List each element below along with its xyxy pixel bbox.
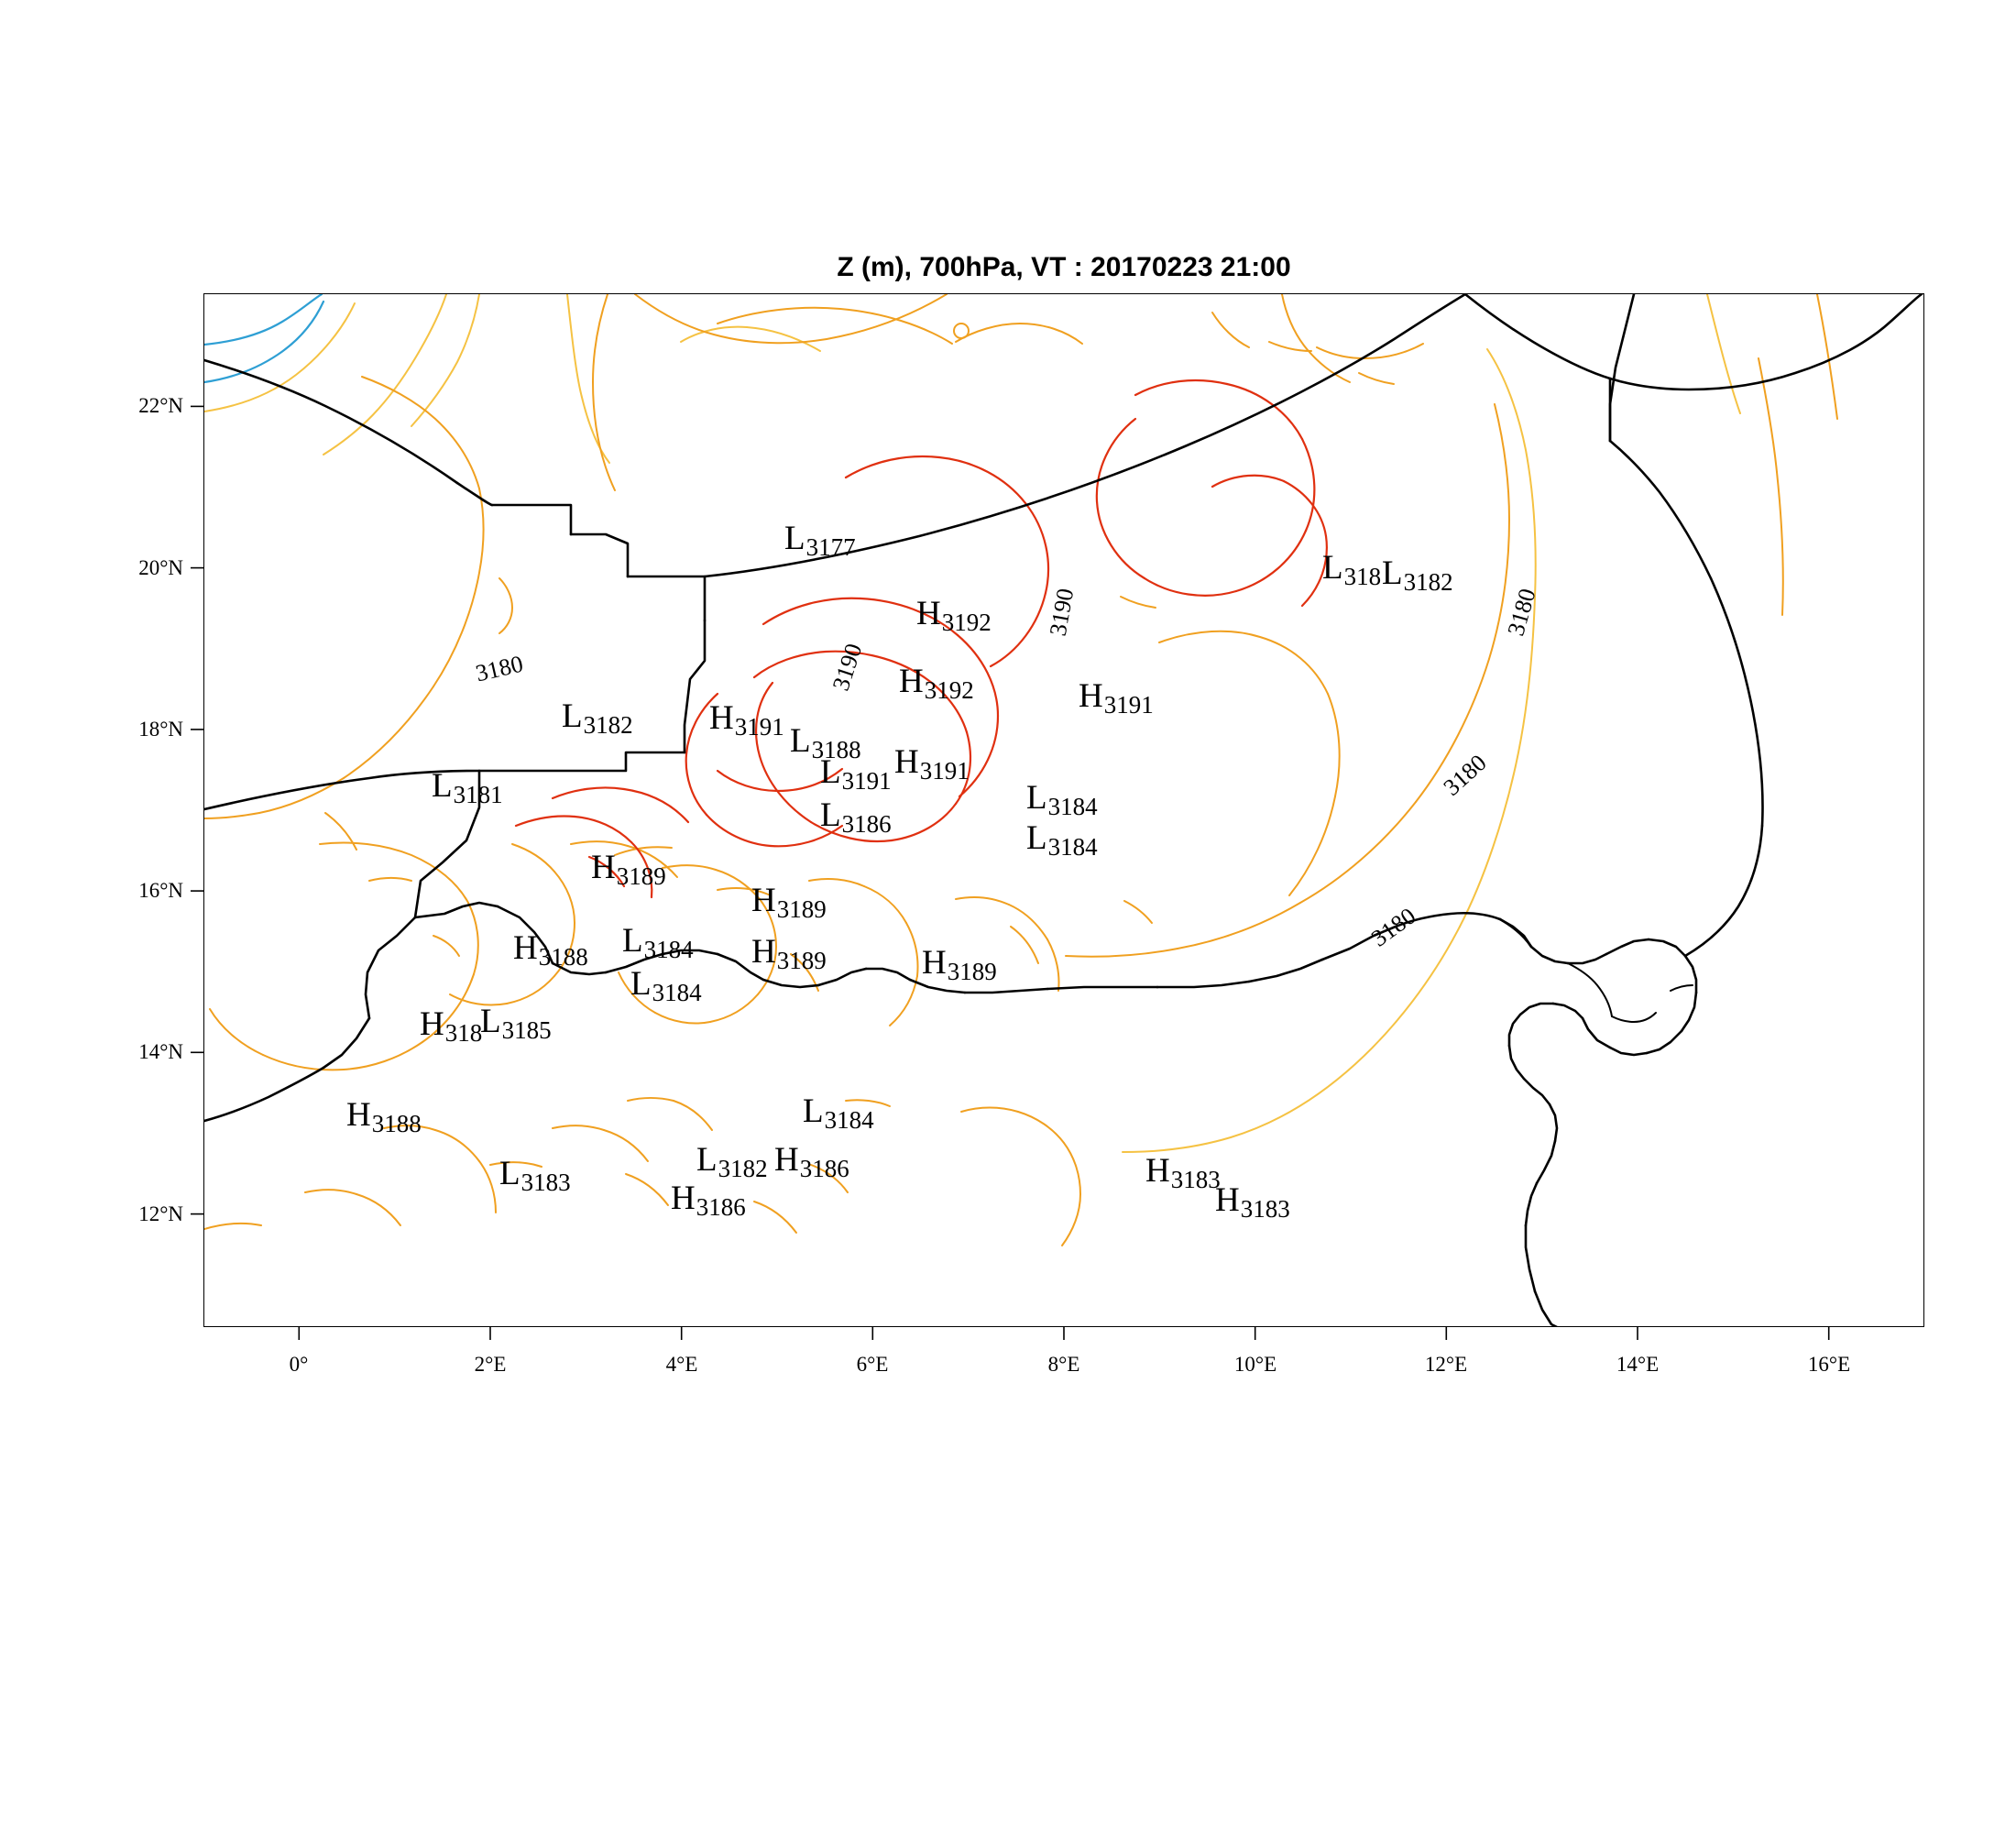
x-tick-label: 4°E bbox=[665, 1353, 698, 1376]
extremum-label-l bbox=[562, 697, 633, 739]
extremum-label-h bbox=[671, 1180, 746, 1221]
y-tick-label: 20°N bbox=[138, 556, 183, 579]
extremum-value: 3192 bbox=[924, 676, 974, 704]
extremum-type: L bbox=[1322, 549, 1343, 587]
extremum-value: 3184 bbox=[824, 1106, 874, 1134]
extremum-value: 3186 bbox=[799, 1155, 849, 1182]
extremum-label-h bbox=[894, 743, 970, 785]
extremum-label-l bbox=[1026, 819, 1098, 861]
extremum-value: 3191 bbox=[734, 713, 784, 741]
extremum-label-l bbox=[803, 1092, 874, 1134]
extremum-type: H bbox=[671, 1180, 696, 1217]
extremum-type: L bbox=[803, 1092, 824, 1130]
extremum-label-h bbox=[1079, 677, 1154, 719]
extremum-type: L bbox=[432, 767, 453, 805]
extremum-label-h bbox=[591, 849, 666, 890]
extremum-label-h bbox=[774, 1141, 849, 1182]
extremum-label-l bbox=[1382, 554, 1453, 596]
extremum-label-l bbox=[784, 520, 856, 561]
extremum-value: 318 bbox=[444, 1019, 483, 1047]
x-tick-label: 12°E bbox=[1424, 1353, 1468, 1376]
y-tick-label: 16°N bbox=[138, 879, 183, 902]
extremum-type: H bbox=[1215, 1181, 1240, 1219]
extremum-type: L bbox=[1026, 779, 1047, 817]
extremum-label-h bbox=[420, 1005, 483, 1047]
extremum-label-h bbox=[922, 944, 997, 985]
extremum-label-l bbox=[696, 1141, 768, 1182]
extremum-type: L bbox=[499, 1155, 520, 1192]
extremum-value: 3182 bbox=[583, 711, 633, 739]
extremum-label-l bbox=[499, 1155, 571, 1196]
extremum-value: 3189 bbox=[616, 862, 666, 890]
extremum-value: 3182 bbox=[718, 1155, 768, 1182]
contour-label: 3190 bbox=[1044, 586, 1079, 639]
extremum-label-h bbox=[513, 929, 588, 971]
extremum-value: 3188 bbox=[811, 736, 861, 763]
extremum-type: H bbox=[420, 1005, 444, 1043]
x-tick-label: 8°E bbox=[1047, 1353, 1080, 1376]
extremum-value: 3189 bbox=[947, 958, 997, 985]
extremum-label-l bbox=[622, 922, 694, 963]
extremum-value: 3186 bbox=[696, 1193, 746, 1221]
contour-label: 3180 bbox=[1366, 902, 1421, 952]
extremum-value: 3188 bbox=[538, 943, 588, 971]
extremum-type: L bbox=[622, 922, 643, 960]
extremum-type: H bbox=[774, 1141, 799, 1179]
contour-label: 3180 bbox=[1438, 749, 1492, 801]
extremum-value: 3191 bbox=[1103, 691, 1154, 719]
extremum-type: H bbox=[751, 882, 776, 919]
contour-label: 3180 bbox=[1502, 585, 1541, 639]
extremum-type: H bbox=[899, 663, 924, 700]
contour-line-red bbox=[516, 380, 1327, 897]
extremum-type: H bbox=[751, 933, 776, 971]
contour-label: 3190 bbox=[827, 640, 868, 695]
extremum-type: L bbox=[1026, 819, 1047, 857]
extremum-type: H bbox=[1079, 677, 1103, 715]
extremum-type: L bbox=[820, 753, 841, 791]
extremum-value: 3191 bbox=[841, 767, 892, 795]
y-tick-label: 22°N bbox=[138, 394, 183, 417]
map-plot-area bbox=[203, 293, 1924, 1327]
extremum-type: L bbox=[1382, 554, 1403, 592]
contour-label: 3180 bbox=[473, 650, 526, 687]
extremum-value: 3181 bbox=[453, 781, 503, 808]
extremum-value: 3184 bbox=[643, 936, 694, 963]
extremum-label-l bbox=[1322, 549, 1382, 590]
extremum-type: L bbox=[784, 520, 805, 557]
extremum-value: 3192 bbox=[941, 609, 992, 636]
extremum-label-h bbox=[346, 1096, 422, 1137]
extremum-type: H bbox=[513, 929, 538, 967]
y-tick-label: 14°N bbox=[138, 1040, 183, 1063]
extremum-label-l bbox=[480, 1003, 552, 1044]
extremum-type: L bbox=[696, 1141, 718, 1179]
y-tick-label: 18°N bbox=[138, 718, 183, 741]
extremum-type: H bbox=[1145, 1152, 1170, 1190]
chart-title: Z (m), 700hPa, VT : 20170223 21:00 bbox=[837, 252, 1291, 282]
lake-detail bbox=[1568, 963, 1693, 1022]
extremum-label-l bbox=[1026, 779, 1098, 820]
extremum-value: 3183 bbox=[520, 1169, 571, 1196]
extremum-type: H bbox=[916, 595, 941, 632]
extremum-type: H bbox=[922, 944, 947, 982]
extremum-value: 3185 bbox=[501, 1016, 552, 1044]
extremum-label-l bbox=[630, 965, 702, 1006]
extremum-value: 3189 bbox=[776, 895, 827, 923]
extremum-label-l bbox=[820, 796, 892, 838]
extremum-value: 3183 bbox=[1170, 1166, 1221, 1193]
extremum-value: 3183 bbox=[1240, 1195, 1290, 1223]
extremum-label-h bbox=[916, 595, 992, 636]
extremum-label-h bbox=[899, 663, 974, 704]
extremum-label-h bbox=[751, 933, 827, 974]
extremum-label-l bbox=[820, 753, 892, 795]
x-tick-label: 0° bbox=[289, 1353, 309, 1376]
extremum-type: H bbox=[894, 743, 919, 781]
extremum-label-h bbox=[1215, 1181, 1290, 1223]
x-tick-label: 2°E bbox=[474, 1353, 507, 1376]
extremum-type: H bbox=[591, 849, 616, 886]
contour-line-blue bbox=[204, 294, 323, 382]
y-tick-label: 12°N bbox=[138, 1202, 183, 1225]
extremum-value: 3184 bbox=[1047, 793, 1098, 820]
extremum-value: 3182 bbox=[1403, 568, 1453, 596]
extremum-type: L bbox=[790, 722, 811, 760]
extremum-type: L bbox=[480, 1003, 501, 1040]
x-tick-label: 6°E bbox=[856, 1353, 889, 1376]
extremum-type: H bbox=[346, 1096, 371, 1134]
extremum-value: 3188 bbox=[371, 1110, 422, 1137]
x-tick-label: 14°E bbox=[1616, 1353, 1660, 1376]
extremum-label-h bbox=[709, 699, 784, 741]
extremum-label-h bbox=[1145, 1152, 1221, 1193]
extremum-type: L bbox=[630, 965, 652, 1003]
extremum-value: 3191 bbox=[919, 757, 970, 785]
extremum-label-l bbox=[432, 767, 503, 808]
extremum-type: L bbox=[562, 697, 583, 735]
extremum-type: L bbox=[820, 796, 841, 834]
extremum-label-h bbox=[751, 882, 827, 923]
extremum-type: H bbox=[709, 699, 734, 737]
extremum-value: 3189 bbox=[776, 947, 827, 974]
extremum-value: 3186 bbox=[841, 810, 892, 838]
extremum-value: 3184 bbox=[652, 979, 702, 1006]
extremum-value: 3184 bbox=[1047, 833, 1098, 861]
x-tick-label: 16°E bbox=[1807, 1353, 1851, 1376]
x-tick-label: 10°E bbox=[1233, 1353, 1277, 1376]
extremum-value: 3177 bbox=[805, 533, 856, 561]
extremum-value: 318 bbox=[1343, 563, 1382, 590]
